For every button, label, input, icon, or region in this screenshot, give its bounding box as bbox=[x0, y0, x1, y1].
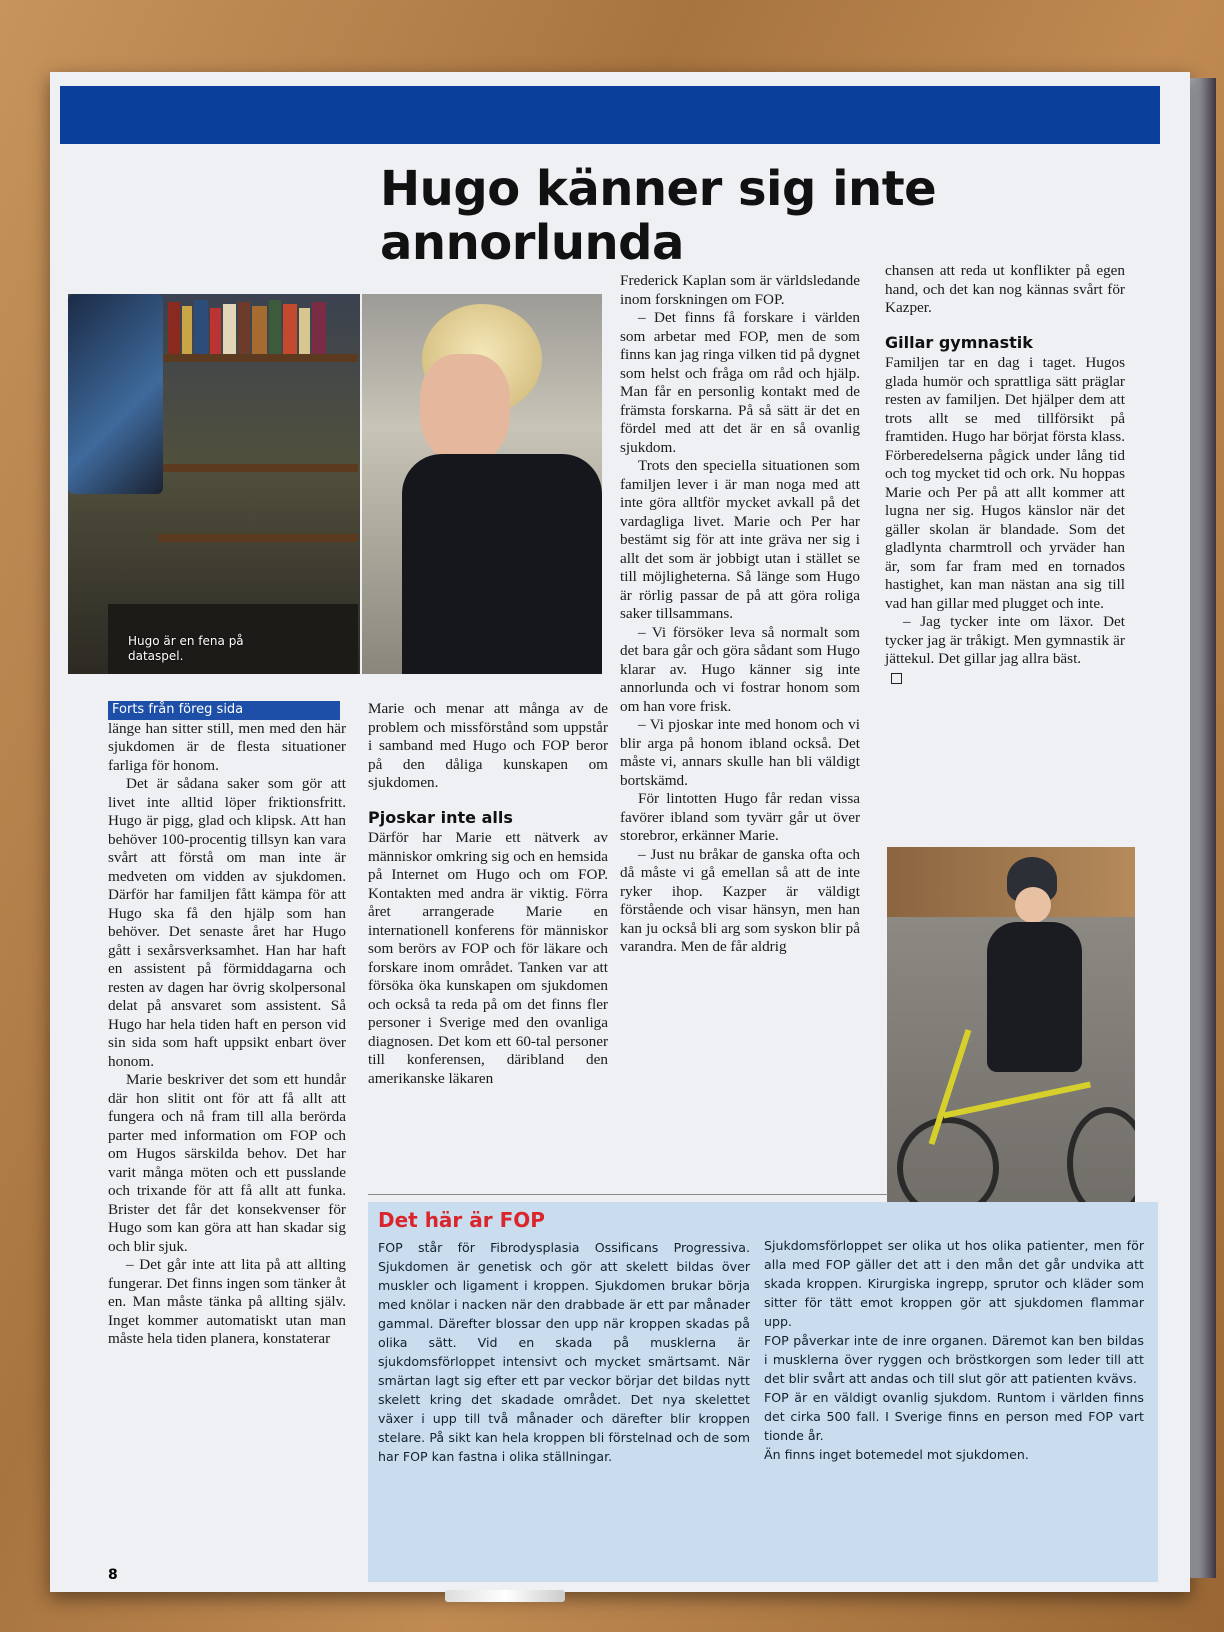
fact-box-paragraph: FOP står för Fibrodysplasia Ossificans Progressiva. Sjukdomen är genetisk och gör att skelett bildas över muskler och ligament i kroppen. Sjukdomen brukar börja med knölar i nacken när den drabbade är ett par månader gammal. Därefter blossar den upp när kroppen skadas på olika sätt. Vid en skada på musklerna är sjukdomsförloppet intensivt och mycket smärtsamt. När smärtan lagt sig efter ett par veckor börjar det bildas nytt skelett kring det skadade området. Det nya skelettet växer i upp till två månader och därefter blir kroppen stelare. På sikt kan hela kroppen bli förstelnad och de som har FOP kan fastna i olika ställningar. bbox=[378, 1240, 750, 1464]
fact-box-fop bbox=[368, 1202, 1158, 1582]
fact-box-paragraph: Än finns inget botemedel mot sjukdomen. bbox=[764, 1447, 1029, 1462]
fact-box-paragraph: FOP är en väldigt ovanlig sjukdom. Runtom i världen finns det cirka 500 fall. I Sverige finns en person med FOP vart tionde år. bbox=[764, 1390, 1144, 1443]
photo-computer-desk bbox=[68, 294, 360, 674]
fact-box-paragraph: Sjukdomsförloppet ser olika ut hos olika patienter, men för alla med FOP gäller det att i den mån det går undvika att skada kroppen. Kirurgiska ingrepp, sprutor och kläder som sitter för tätt emot kroppen gör att sjukdomen flammar upp. bbox=[764, 1238, 1144, 1329]
col4-intro: chansen att reda ut konflikter på egen hand, och det kan nog kännas svårt för Kazper. bbox=[885, 262, 1125, 316]
headline: Hugo känner sig inte annorlunda bbox=[380, 161, 937, 271]
col1-paragraph: länge han sitter still, men med den här sjukdomen är de flesta situationer farliga för honom. bbox=[108, 719, 346, 774]
col3-paragraph: – Just nu bråkar de ganska ofta och då måste vi gå emellan så att de inte ryker ihop. Kazper är väldigt förstående och visar hänsyn, men han kan ju också bli arg som syskon blir på varandra. Men de får aldrig bbox=[620, 845, 860, 955]
photo-boy-portrait bbox=[362, 294, 602, 674]
continued-tag: Forts från föreg sida bbox=[108, 701, 340, 720]
subheading-pjoskar: Pjoskar inte alls bbox=[368, 807, 513, 827]
col4-paragraph: Familjen tar en dag i taget. Hugos glada humör och sprattliga sätt präglar resten av familjen. Det hjälper dem att trots allt se med tillförsikt på framtiden. Hugo har börjat första klass. Förberedelserna pågick under lång tid och tog mycket tid och ork. Nu hoppas Marie och Per på att allt kommer att lugna ner sig. Hugos känslor när det gäller skolan är blandade. Som det gladlynta charmtroll och yrväder han är, som far fram med en tornados hastighet, kan man nästan ana sig till vad han gillar med plugget och inte. bbox=[885, 354, 1125, 612]
subheading-gymnastik: Gillar gymnastik bbox=[885, 332, 1033, 352]
col3-paragraph: – Vi pjoskar inte med honom och vi blir arga på honom ibland också. Det måste vi, annars skulle han bli väldigt bortskämd. bbox=[620, 716, 860, 789]
col3-paragraph: Frederick Kaplan som är världsledande inom forskningen om FOP. bbox=[620, 272, 860, 308]
col4-paragraph: – Jag tycker inte om läxor. Det tycker jag är tråkigt. Men gymnastik är jättekul. Det gillar jag allra bäst. bbox=[885, 613, 1125, 667]
col1-paragraph: Det är sådana saker som gör att livet inte alltid löper friktionsfritt. Hugo är pigg, glad och klipsk. Att han behöver 100-procentig tillsyn kan vara svårt att förstå om man inte är medveten om vidden av sjukdomen. Därför har familjen fått kämpa för att Hugo ska få den hjälp som han behöver. Det senaste året har Hugo gått i sexårsverksamhet. Han har haft en assistent på förmiddagarna och resten av dagen har övrig skolpersonal delat på ansvaret som assistent. Så Hugo har hela tiden haft en person vid sin sida som haft uppsikt enbart över honom. bbox=[108, 775, 346, 1070]
fact-box-paragraph: FOP påverkar inte de inre organen. Däremot kan ben bildas i musklerna över ryggen och bröstkorgen som leder till att det blir svårt att andas och till slut gör att patienten kvävs. bbox=[764, 1333, 1144, 1386]
col1-paragraph: – Det går inte att lita på att allting fungerar. Det finns ingen som tänker åt en. Man måste tänka på allting själv. Inget kommer automatiskt utan man måste hela tiden planera, konstaterar bbox=[108, 1256, 346, 1347]
col3-paragraph: Trots den speciella situationen som familjen lever i är man noga med att inte göra alltför mycket avkall på det vardagliga livet. Marie och Per har bestämt sig för att inte gräva ner sig i allt det som är jobbigt utan i stället se till möjligheterna. Så länge som Hugo är rörlig passar de på att göra roliga saker tillsammans. bbox=[620, 457, 860, 622]
fact-box-left-column bbox=[378, 1238, 750, 1466]
photo-caption: Hugo är en fena på dataspel. bbox=[128, 634, 244, 663]
fact-box-rule bbox=[368, 1194, 888, 1195]
column-3 bbox=[620, 272, 860, 957]
page-number: 8 bbox=[108, 1567, 118, 1583]
fact-box-title: Det här är FOP bbox=[378, 1208, 545, 1232]
fact-box-right-column bbox=[764, 1236, 1144, 1464]
column-4 bbox=[885, 262, 1125, 687]
col3-paragraph: För lintotten Hugo får redan vissa favörer ibland som tyvärr går ut över storebror, erkänner Marie. bbox=[620, 790, 860, 844]
col1-paragraph: Marie beskriver det som ett hundår där hon slitit ont för att få allt att fungera och nå fram till alla berörda parter med information om FOP och om Hugos särskilda behov. Det har varit många möten och ett pusslande och trixande för att få allt att funka. Brister det får det konsekvenser för Hugo som kan göra att han skadar sig och blir sjuk. bbox=[108, 1071, 346, 1255]
photo-boy-bicycle bbox=[887, 847, 1135, 1247]
header-color-band bbox=[60, 86, 1160, 144]
column-2 bbox=[368, 700, 608, 1088]
magazine-page bbox=[50, 72, 1190, 1592]
column-1 bbox=[108, 700, 346, 1349]
col3-paragraph: – Vi försöker leva så normalt som det bara går och göra sådant som Hugo klarar av. Hugo känner sig inte annorlunda och vi fostrar honom som om han vore frisk. bbox=[620, 623, 860, 715]
col2-body: Därför har Marie ett nätverk av människor omkring sig och en hemsida på Internet om Hugo och om FOP. Kontakten med andra är viktig. Förra året arrangerade Marie en internationell konferens för människor som berörs av FOP och för läkare och forskare inom området. Tanken var att försöka öka kunskapen om sjukdomen och också ta reda på om det finns fler personer i Sverige med den ovanliga diagnosen. Det kom ett 60-tal personer till konferensen, däribland den amerikanske läkaren bbox=[368, 829, 608, 1087]
binding-staple bbox=[445, 1590, 565, 1602]
article-end-mark bbox=[891, 673, 902, 684]
col2-intro: Marie och menar att många av de problem och missförstånd som uppstår i samband med Hugo och FOP beror på den dåliga kunskapen om sjukdomen. bbox=[368, 700, 608, 791]
col3-paragraph: – Det finns få forskare i världen som arbetar med FOP, men de som finns kan jag ringa vilken tid på dygnet som helst och fråga om råd och hjälp. Man får en personlig kontakt med de främsta forskarna. På så sätt är det en fördel med att det är en så ovanlig sjukdom. bbox=[620, 309, 860, 456]
